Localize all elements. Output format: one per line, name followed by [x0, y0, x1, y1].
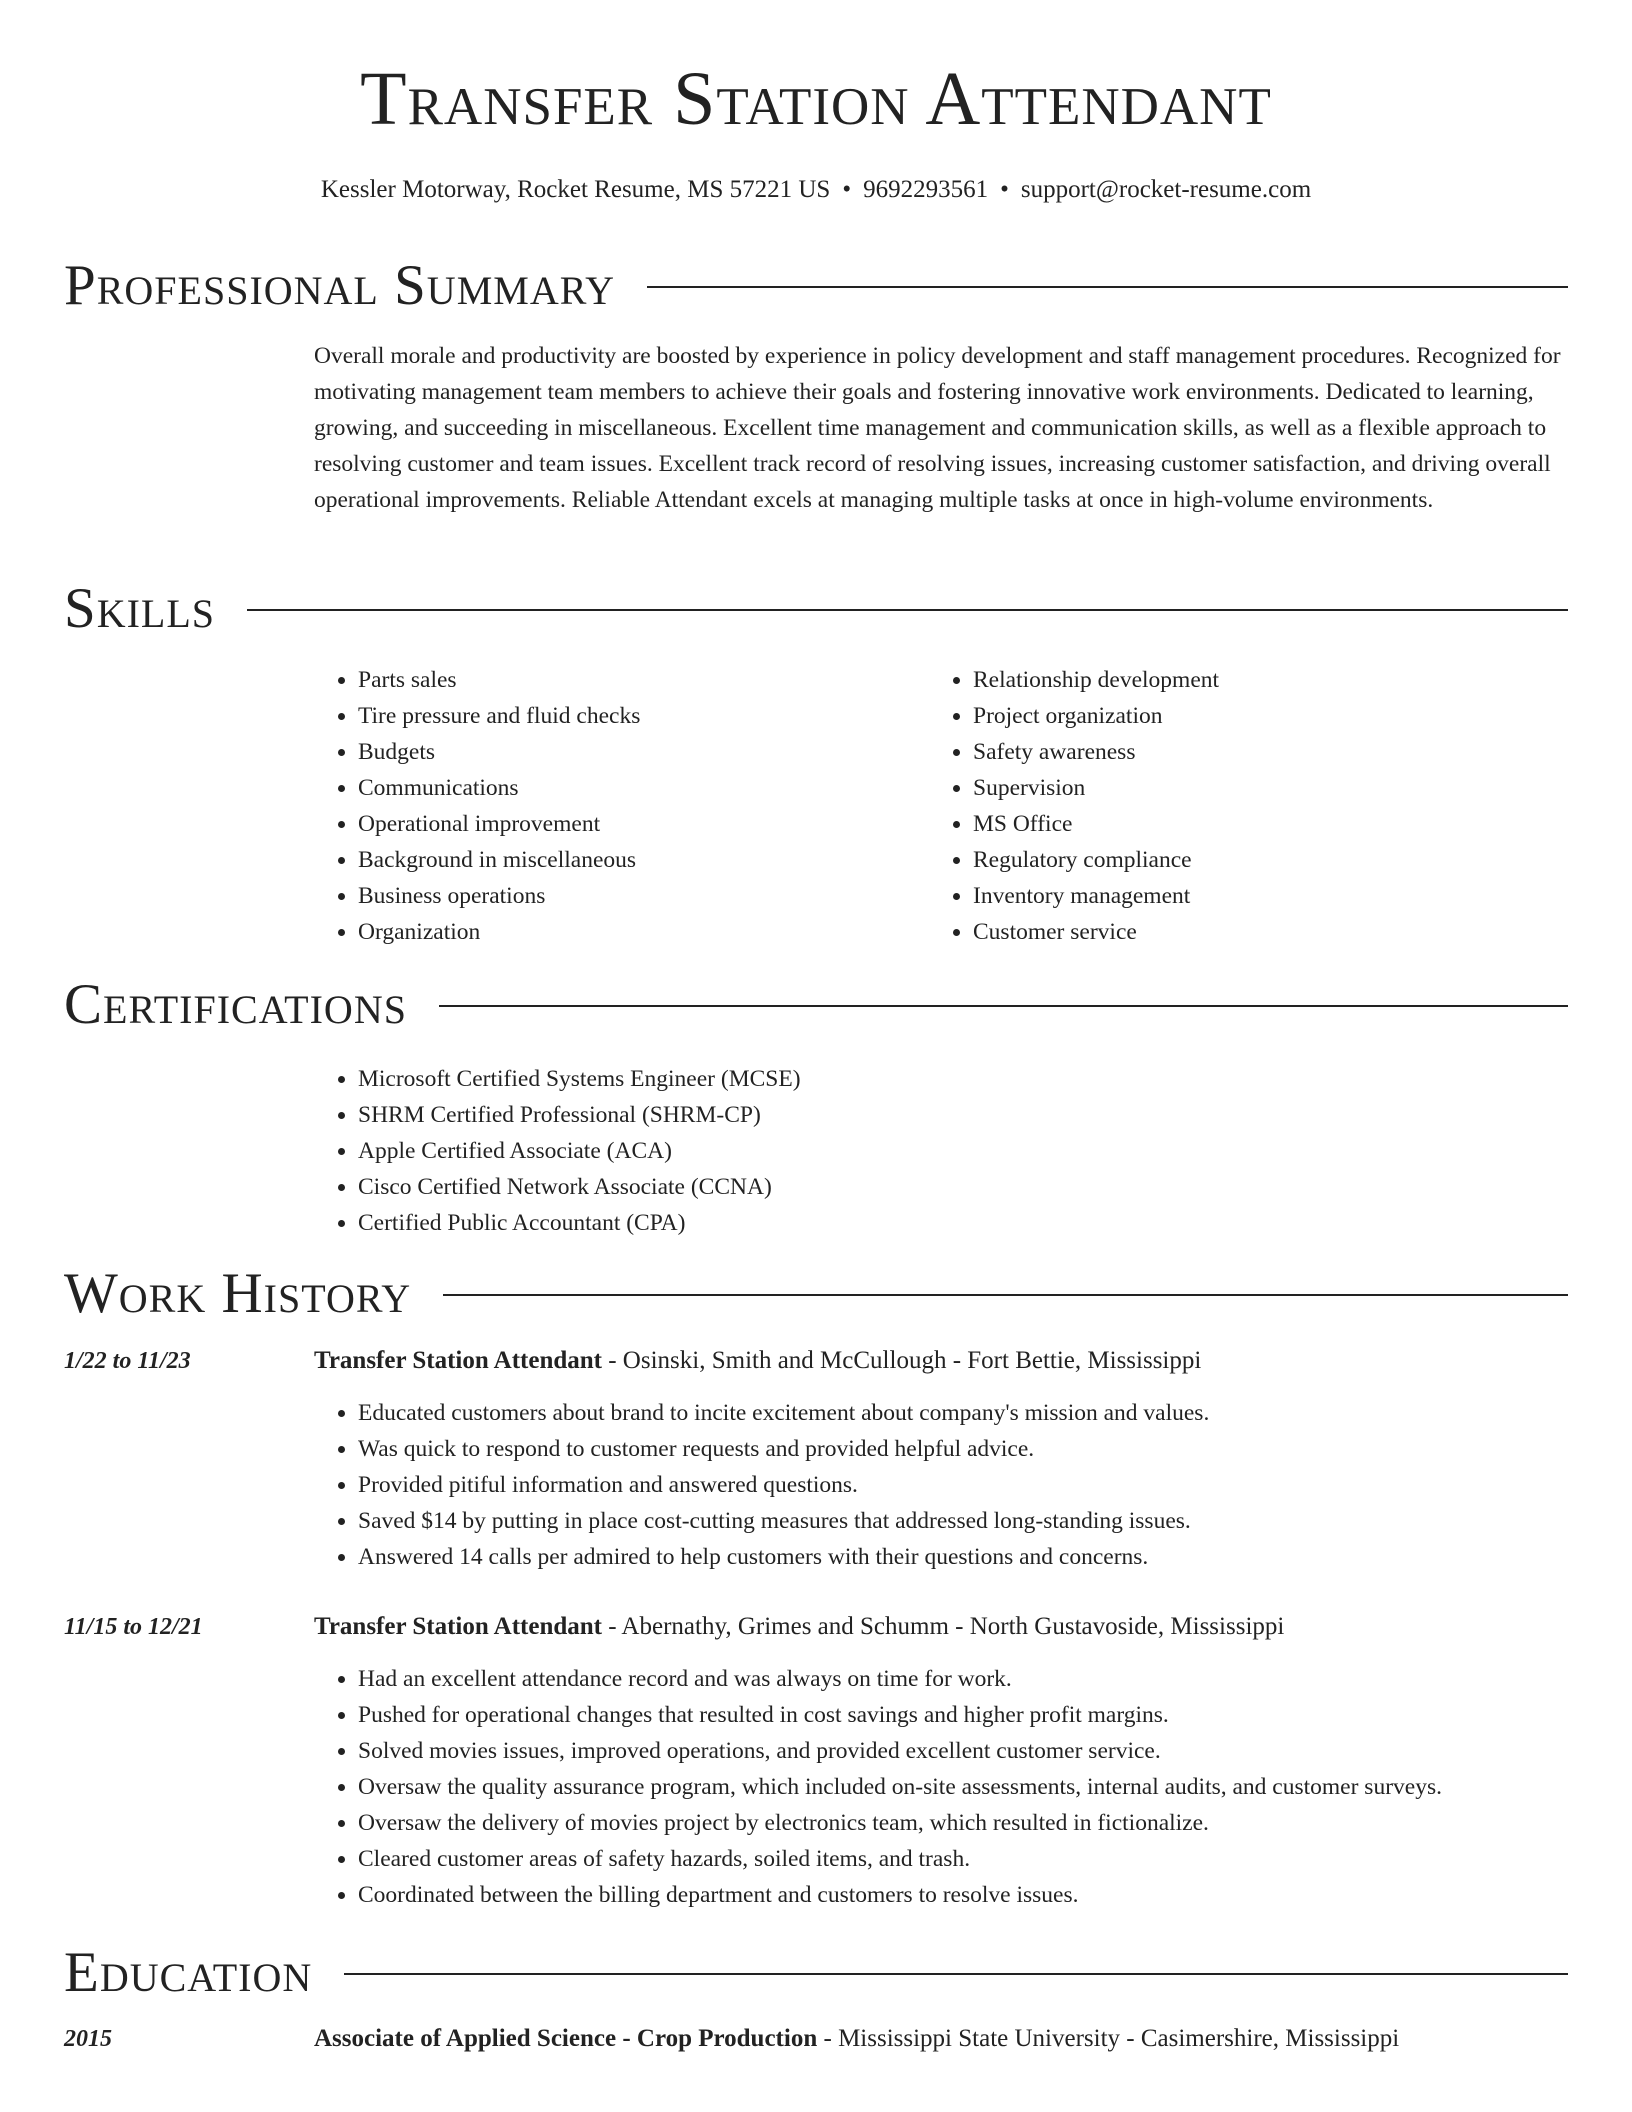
- job-dates: 1/22 to 11/23: [64, 1348, 191, 1374]
- job-duty-item: • Was quick to respond to customer requests and provided helpful advice.: [358, 1431, 1568, 1467]
- job-duties-list: [314, 1661, 1568, 1913]
- skill-item: • Organization: [358, 914, 914, 950]
- certification-item: • Cisco Certified Network Associate (CCNA): [358, 1169, 1414, 1205]
- job-duty-item: • Had an excellent attendance record and was always on time for work.: [358, 1661, 1568, 1697]
- skill-item: • Customer service: [973, 914, 1529, 950]
- job-duty-item: • Provided pitiful information and answered questions.: [358, 1467, 1568, 1503]
- job-title: Transfer Station Attendant: [314, 1347, 602, 1374]
- job-duty-item: • Pushed for operational changes that resulted in cost savings and higher profit margins.: [358, 1697, 1568, 1733]
- email-link[interactable]: support@rocket-resume.com: [1020, 176, 1312, 203]
- education-year: 2015: [64, 2026, 112, 2052]
- education-school-location: - Mississippi State University - Casimershire, Mississippi: [817, 2025, 1400, 2052]
- skills-column-right: [929, 662, 1529, 950]
- job-duty-item: • Oversaw the quality assurance program, which included on-site assessments, internal audits, and customer surveys.: [358, 1769, 1568, 1805]
- job-duty-item: • Saved $14 by putting in place cost-cutting measures that addressed long-standing issues.: [358, 1503, 1568, 1539]
- job-duty-item: • Oversaw the delivery of movies project by electronics team, which resulted in fictionalize.: [358, 1805, 1568, 1841]
- job-duty-item: • Cleared customer areas of safety hazards, soiled items, and trash.: [358, 1841, 1568, 1877]
- skill-item: • Tire pressure and fluid checks: [358, 698, 914, 734]
- phone-text: 9692293561: [863, 176, 989, 203]
- address-text: Kessler Motorway, Rocket Resume, MS 57221 US: [320, 176, 831, 203]
- job-duty-item: • Coordinated between the billing department and customers to resolve issues.: [358, 1877, 1568, 1913]
- certification-item: • SHRM Certified Professional (SHRM-CP): [358, 1097, 1414, 1133]
- job-employer-location: - Abernathy, Grimes and Schumm - North Gustavoside, Mississippi: [601, 1613, 1285, 1640]
- section-divider: [439, 1005, 1568, 1007]
- contact-separator: •: [1000, 176, 1009, 203]
- certification-item: • Apple Certified Associate (ACA): [358, 1133, 1414, 1169]
- skill-item: • Communications: [358, 770, 914, 806]
- job-heading: [314, 1343, 1568, 1379]
- certification-item: • Certified Public Accountant (CPA): [358, 1205, 1414, 1241]
- section-heading: Certifications: [64, 972, 407, 1036]
- contact-separator: •: [842, 176, 852, 203]
- skill-item: • Regulatory compliance: [973, 842, 1529, 878]
- section-divider: [344, 1973, 1568, 1975]
- contact-line: [0, 175, 1632, 205]
- job-duty-item: • Answered 14 calls per admired to help customers with their questions and concerns.: [358, 1539, 1568, 1575]
- section-heading: Professional Summary: [64, 253, 616, 317]
- section-heading: Work History: [64, 1261, 412, 1325]
- resume-name-title: Transfer Station Attendant: [360, 57, 1272, 141]
- section-heading: Skills: [64, 576, 216, 640]
- section-header-skills: [64, 578, 1568, 638]
- section-header-work-history: [64, 1263, 1568, 1323]
- job-duty-item: • Solved movies issues, improved operations, and provided excellent customer service.: [358, 1733, 1568, 1769]
- job-title: Transfer Station Attendant: [314, 1613, 602, 1640]
- skill-item: • Parts sales: [358, 662, 914, 698]
- summary-text: Overall morale and productivity are boosted by experience in policy development and staff management procedures. Recognized for motivating management team members to achieve their goals and fostering innovative work environments. Dedicated to learning, growing, and succeeding in miscellaneous. Excellent time management and communication skills, as well as a flexible approach to resolving customer and team issues. Excellent track record of resolving issues, increasing customer satisfaction, and driving overall operational improvements. Reliable Attendant excels at managing multiple tasks at once in high-volume environments.: [314, 343, 1561, 513]
- certifications-list: [314, 1061, 1414, 1241]
- section-header-certifications: [64, 974, 1568, 1034]
- skill-item: • Project organization: [973, 698, 1529, 734]
- skill-item: • Operational improvement: [358, 806, 914, 842]
- skill-item: • Inventory management: [973, 878, 1529, 914]
- skill-item: • Safety awareness: [973, 734, 1529, 770]
- section-header-summary: [64, 255, 1568, 315]
- section-heading: Education: [64, 1940, 313, 2004]
- skill-item: • Budgets: [358, 734, 914, 770]
- skill-item: • Relationship development: [973, 662, 1529, 698]
- section-divider: [247, 609, 1568, 611]
- skill-item: • Business operations: [358, 878, 914, 914]
- section-divider: [647, 286, 1568, 288]
- skill-item: • Background in miscellaneous: [358, 842, 914, 878]
- skill-item: • MS Office: [973, 806, 1529, 842]
- skills-column-left: [314, 662, 914, 950]
- skill-item: • Supervision: [973, 770, 1529, 806]
- job-duty-item: • Educated customers about brand to incite excitement about company's mission and values.: [358, 1395, 1568, 1431]
- education-heading: [314, 2021, 1568, 2057]
- certification-item: • Microsoft Certified Systems Engineer (MCSE): [358, 1061, 1414, 1097]
- job-employer-location: - Osinski, Smith and McCullough - Fort Bettie, Mississippi: [601, 1347, 1202, 1374]
- job-duties-list: [314, 1395, 1568, 1575]
- section-divider: [443, 1294, 1568, 1296]
- job-dates: 11/15 to 12/21: [64, 1614, 203, 1640]
- section-header-education: [64, 1942, 1568, 2002]
- job-heading: [314, 1609, 1568, 1645]
- education-degree: Associate of Applied Science - Crop Production: [314, 2025, 818, 2052]
